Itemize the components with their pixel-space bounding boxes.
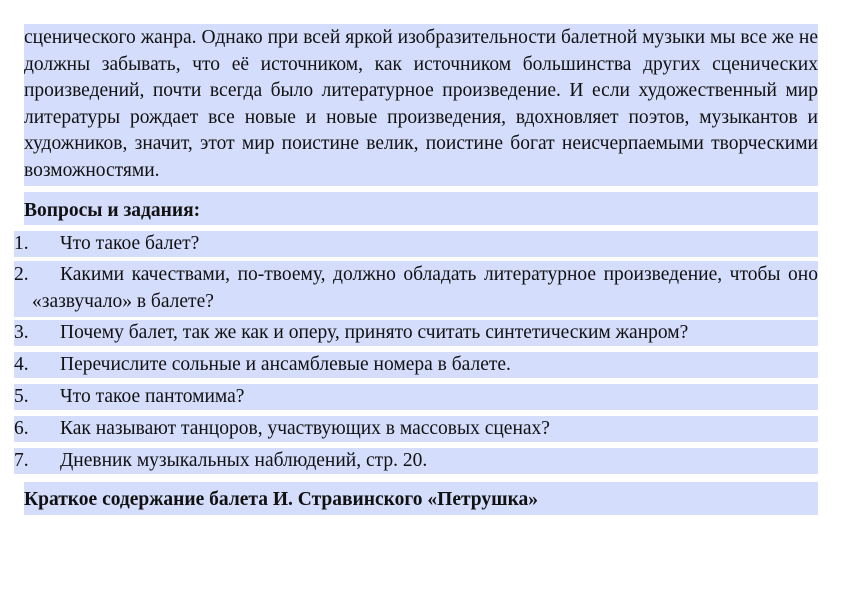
list-item	[14, 319, 818, 347]
list-text: Дневник музыкальных наблюдений, стр. 20.	[60, 450, 428, 471]
list-item	[14, 447, 818, 475]
list-number: 7.	[14, 450, 29, 471]
list-text: Перечислите сольные и ансамблевые номера в балете.	[60, 354, 511, 375]
summary-heading: Краткое содержание балета И. Стравинского «Петрушка»	[24, 489, 539, 510]
questions-heading: Вопросы и задания:	[24, 200, 201, 221]
list-number: 6.	[14, 418, 29, 439]
list-number: 4.	[14, 354, 29, 375]
list-text: Почему балет, так же как и оперу, принято считать синтетическим жанром?	[60, 322, 689, 343]
list-text: Какими качествами, по-твоему, должно обладать литературное произведение, чтобы оно «зазвучало» в балете?	[32, 264, 818, 312]
intro-paragraph: сценического жанра. Однако при всей яркой изобразительности балетной музыки мы все же не должны забывать, что её источником, как источником большинства других сценических произведений, почти всегда было литературное произведение. И если художественный мир литературы рождает все новые и новые произведения, вдохновляет поэтов, музыкантов и художников, значит, этот мир поистине велик, поистине богат неисчерпаемыми творческими возможностями.	[24, 27, 818, 181]
list-text: Что такое балет?	[60, 233, 200, 254]
list-item	[14, 261, 818, 315]
list-number: 3.	[14, 322, 29, 343]
list-item	[14, 383, 818, 411]
list-item	[14, 230, 818, 258]
list-number: 2.	[14, 264, 29, 285]
list-number: 1.	[14, 233, 29, 254]
list-text: Как называют танцоров, участвующих в массовых сценах?	[60, 418, 550, 439]
list-text: Что такое пантомима?	[60, 386, 245, 407]
list-number: 5.	[14, 386, 29, 407]
list-item	[14, 415, 818, 443]
list-item	[14, 351, 818, 379]
